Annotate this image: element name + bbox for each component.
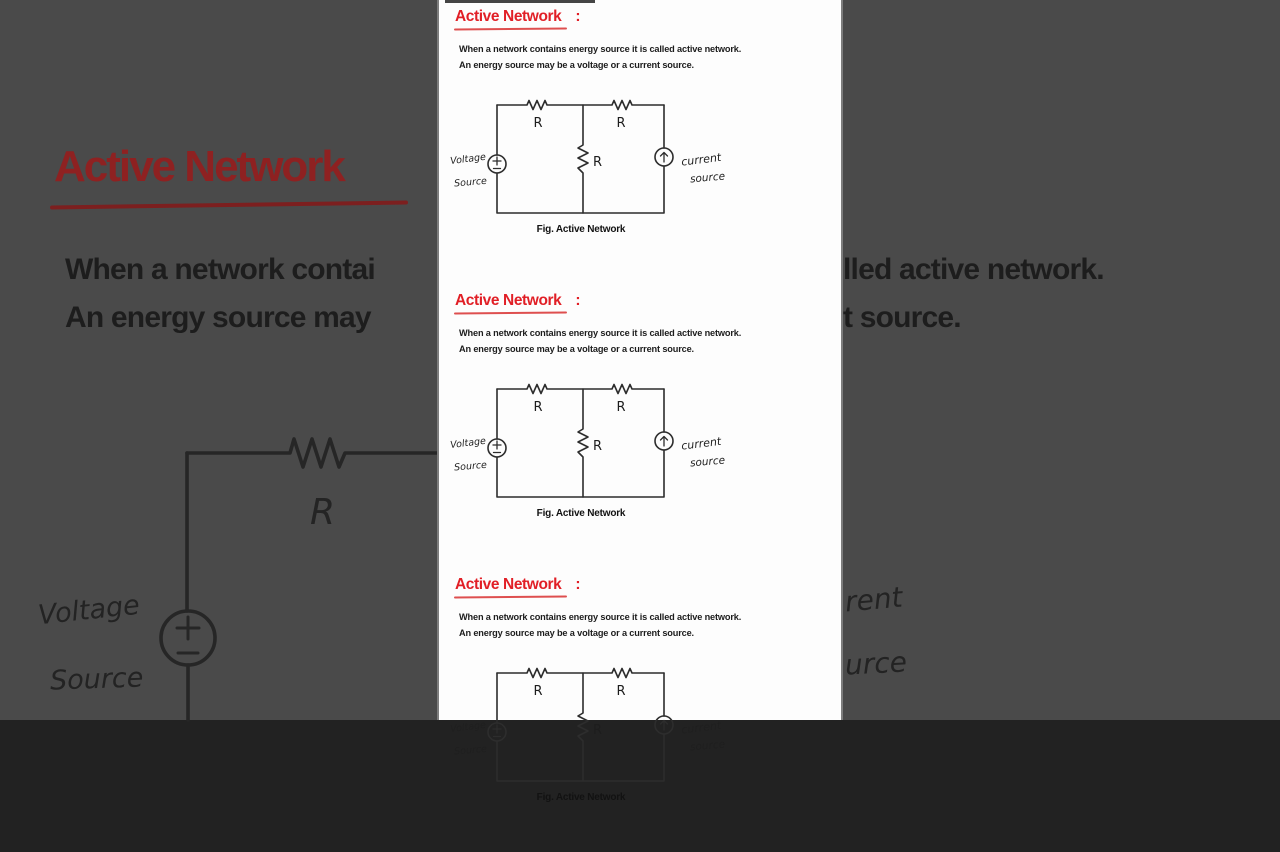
- background-left-panel: [0, 0, 437, 720]
- up-arrow-icon: [661, 153, 668, 163]
- background-source-label-fragment: urce: [844, 645, 908, 682]
- body-text: [459, 326, 741, 357]
- background-body-line-1-right: lled active network.: [843, 253, 1104, 286]
- current-label: current: [680, 150, 722, 169]
- middle-branch-resistor: [578, 105, 588, 213]
- background-circuit-wires: [161, 439, 437, 720]
- resistor-label-top-left: R: [533, 400, 543, 415]
- body-line-2: An energy source may be a voltage or a current source.: [459, 343, 694, 354]
- background-body-line-1: When a network contai: [65, 253, 375, 286]
- section-heading-colon: :: [575, 8, 581, 25]
- section-heading-row: [455, 292, 581, 310]
- section-heading-row: [455, 8, 581, 26]
- body-line-1: When a network contains energy source it is called active network.: [459, 44, 742, 54]
- current-label: current: [680, 718, 722, 737]
- resistor-label-top-right: R: [616, 684, 626, 699]
- background-current-label-fragment: rent: [843, 580, 904, 619]
- resistor-label-top-right: R: [616, 116, 626, 131]
- body-line-2: An energy source may be a voltage or a current source.: [459, 59, 694, 70]
- heading-underline: [454, 311, 567, 314]
- note-block-3: [437, 568, 843, 852]
- top-wire-with-resistors: [497, 385, 664, 394]
- body-line-1: When a network contains energy source it is called active network.: [459, 328, 742, 338]
- circuit-figure: [437, 96, 737, 236]
- heading-underline: [454, 595, 567, 598]
- figure-caption: Fig. Active Network: [536, 792, 626, 803]
- plus-minus-icon: [493, 157, 501, 169]
- voltage-label: Voltage: [449, 151, 487, 168]
- circuit-figure: [437, 380, 737, 520]
- voltage-source-label: Source: [453, 459, 488, 474]
- body-text: [459, 42, 741, 73]
- body-line-2: An energy source may be a voltage or a current source.: [459, 627, 694, 638]
- section-heading: Active Network: [455, 8, 562, 25]
- background-voltage-label: Voltage: [36, 589, 142, 632]
- section-heading: Active Network: [455, 292, 562, 309]
- up-arrow-icon: [661, 721, 668, 731]
- current-source-label: source: [689, 738, 726, 754]
- resistor-label-middle: R: [593, 439, 603, 454]
- current-source-label: source: [689, 454, 726, 470]
- circuit-figure: [437, 664, 737, 804]
- voltage-label: Voltage: [449, 435, 487, 452]
- current-label: current: [680, 434, 722, 453]
- resistor-label-top-left: R: [533, 684, 543, 699]
- up-arrow-icon: [661, 437, 668, 447]
- background-left-wire: [187, 453, 188, 720]
- heading-underline: [454, 27, 567, 30]
- middle-branch-resistor: [578, 673, 588, 781]
- voltage-source-label: Source: [453, 175, 488, 190]
- plus-minus-icon: [493, 725, 501, 737]
- circuit-wires: [488, 669, 673, 782]
- note-block-2: [437, 284, 843, 568]
- background-heading-underline: [50, 201, 408, 210]
- background-right-panel: [843, 0, 1280, 720]
- notes-strip: [437, 0, 843, 803]
- voltage-source-label: Source: [453, 743, 488, 758]
- plus-minus-icon: [493, 441, 501, 453]
- current-source-label: source: [689, 170, 726, 186]
- top-wire-with-resistors: [497, 101, 664, 110]
- middle-branch-resistor: [578, 389, 588, 497]
- body-text: [459, 610, 741, 641]
- note-block-1: [437, 0, 843, 284]
- resistor-label-top-right: R: [616, 400, 626, 415]
- background-source-label: Source: [49, 662, 144, 697]
- background-heading: Active Network: [54, 142, 344, 191]
- background-body-line-2-right: t source.: [843, 301, 961, 334]
- top-wire-with-resistors: [497, 669, 664, 678]
- resistor-label-middle: R: [593, 155, 603, 170]
- figure-caption: Fig. Active Network: [536, 508, 626, 519]
- background-plus-minus-icon: [177, 617, 199, 653]
- background-body-line-2: An energy source may: [65, 301, 371, 334]
- background-resistor-label: R: [310, 492, 336, 533]
- circuit-wires: [488, 101, 673, 214]
- section-heading-colon: :: [575, 292, 581, 309]
- background-top-wire-resistor: [187, 439, 437, 467]
- section-heading-colon: :: [575, 576, 581, 593]
- section-heading-row: [455, 576, 581, 594]
- section-heading: Active Network: [455, 576, 562, 593]
- body-line-1: When a network contains energy source it is called active network.: [459, 612, 742, 622]
- circuit-wires: [488, 385, 673, 498]
- resistor-label-top-left: R: [533, 116, 543, 131]
- figure-caption: Fig. Active Network: [536, 224, 626, 235]
- resistor-label-middle: R: [593, 723, 603, 738]
- voltage-label: Voltage: [449, 719, 487, 736]
